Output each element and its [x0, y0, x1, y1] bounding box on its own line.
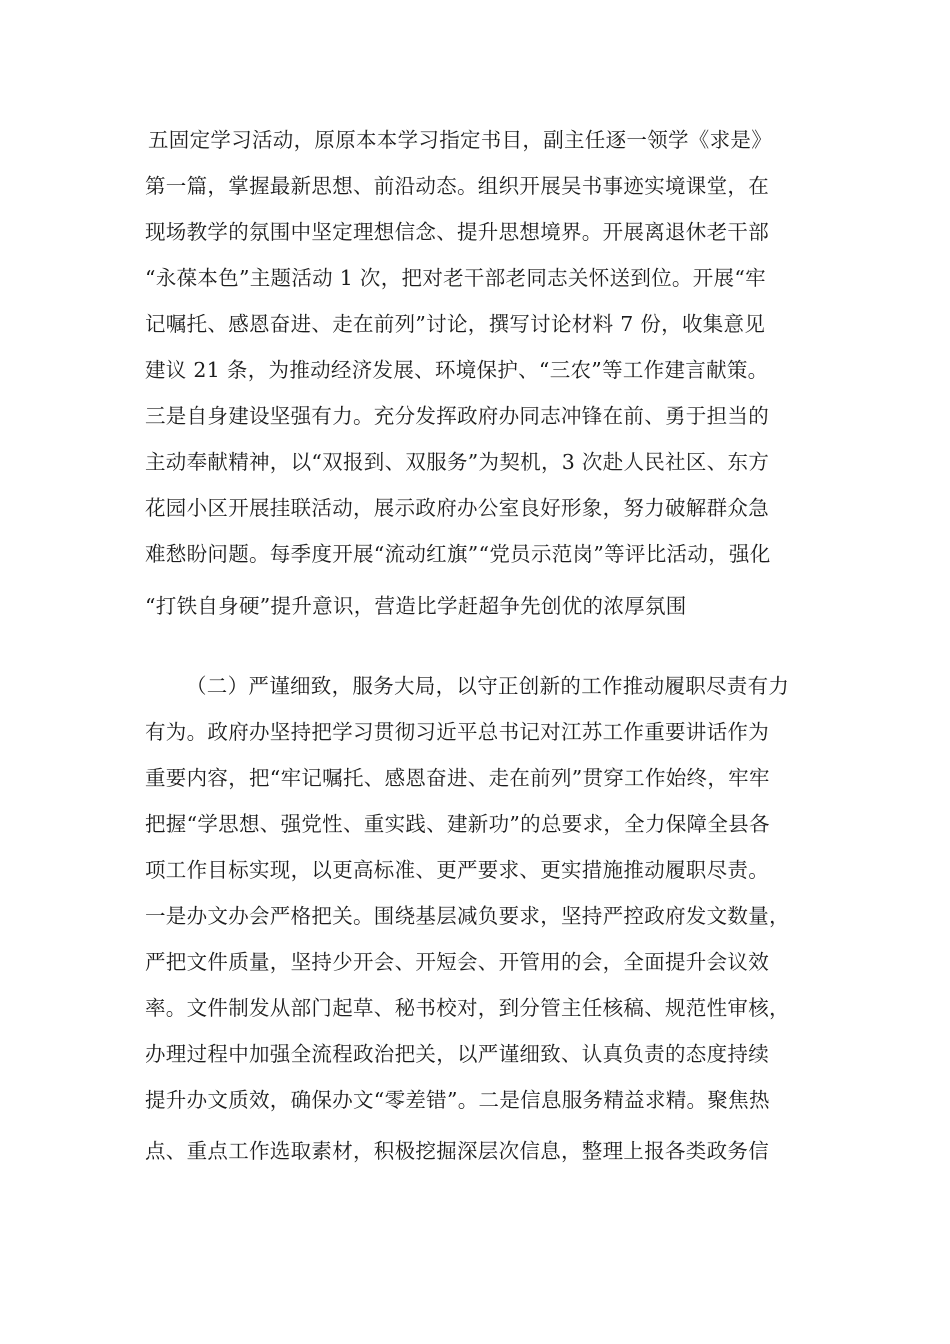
text-line: 办理过程中加强全流程政治把关，以严谨细致、认真负责的态度持续 [145, 1042, 769, 1066]
text-line: “打铁自身硬”提升意识，营造比学赶超争先创优的浓厚氛围 [145, 594, 687, 618]
text-line: 把握“学思想、强党性、重实践、建新功”的总要求，全力保障全县各 [145, 812, 770, 836]
text-line: 点、重点工作选取素材，积极挖掘深层次信息，整理上报各类政务信 [145, 1139, 769, 1163]
text-line: 主动奉献精神，以“双报到、双服务”为契机，3 次赴人民社区、东方 [145, 450, 770, 474]
text-line: 花园小区开展挂联活动，展示政府办公室良好形象，努力破解群众急 [145, 496, 769, 520]
text-line: 有为。政府办坚持把学习贯彻习近平总书记对江苏工作重要讲话作为 [145, 720, 769, 744]
text-line: “永葆本色”主题活动 1 次，把对老干部老同志关怀送到位。开展“牢 [145, 266, 766, 290]
text-line: 项工作目标实现，以更高标准、更严要求、更实措施推动履职尽责。 [145, 858, 769, 882]
text-line: 建议 21 条，为推动经济发展、环境保护、“三农”等工作建言献策。 [145, 358, 769, 382]
text-line: 一是办文办会严格把关。围绕基层减负要求，坚持严控政府发文数量， [145, 904, 790, 928]
text-line: 记嘱托、感恩奋进、走在前列”讨论，撰写讨论材料 7 份，收集意见 [145, 312, 766, 336]
text-line: 重要内容，把“牢记嘱托、感恩奋进、走在前列”贯穿工作始终，牢牢 [145, 766, 770, 790]
text-line: 五固定学习活动，原原本本学习指定书目，副主任逐一领学《求是》 [148, 128, 772, 152]
text-line: 难愁盼问题。每季度开展“流动红旗”“党员示范岗”等评比活动，强化 [145, 542, 771, 566]
text-line: 第一篇，掌握最新思想、前沿动态。组织开展吴书事迹实境课堂，在 [145, 174, 769, 198]
text-line: 率。文件制发从部门起草、秘书校对，到分管主任核稿、规范性审核， [145, 996, 790, 1020]
text-line: 严把文件质量，坚持少开会、开短会、开管用的会，全面提升会议效 [145, 950, 769, 974]
text-line: 三是自身建设坚强有力。充分发挥政府办同志冲锋在前、勇于担当的 [145, 404, 769, 428]
text-line: 现场教学的氛围中坚定理想信念、提升思想境界。开展离退休老干部 [145, 220, 769, 244]
text-line: 提升办文质效，确保办文“零差错”。二是信息服务精益求精。聚焦热 [145, 1088, 770, 1112]
paragraph-heading-line: （二）严谨细致，服务大局，以守正创新的工作推动履职尽责有力 [186, 674, 790, 698]
